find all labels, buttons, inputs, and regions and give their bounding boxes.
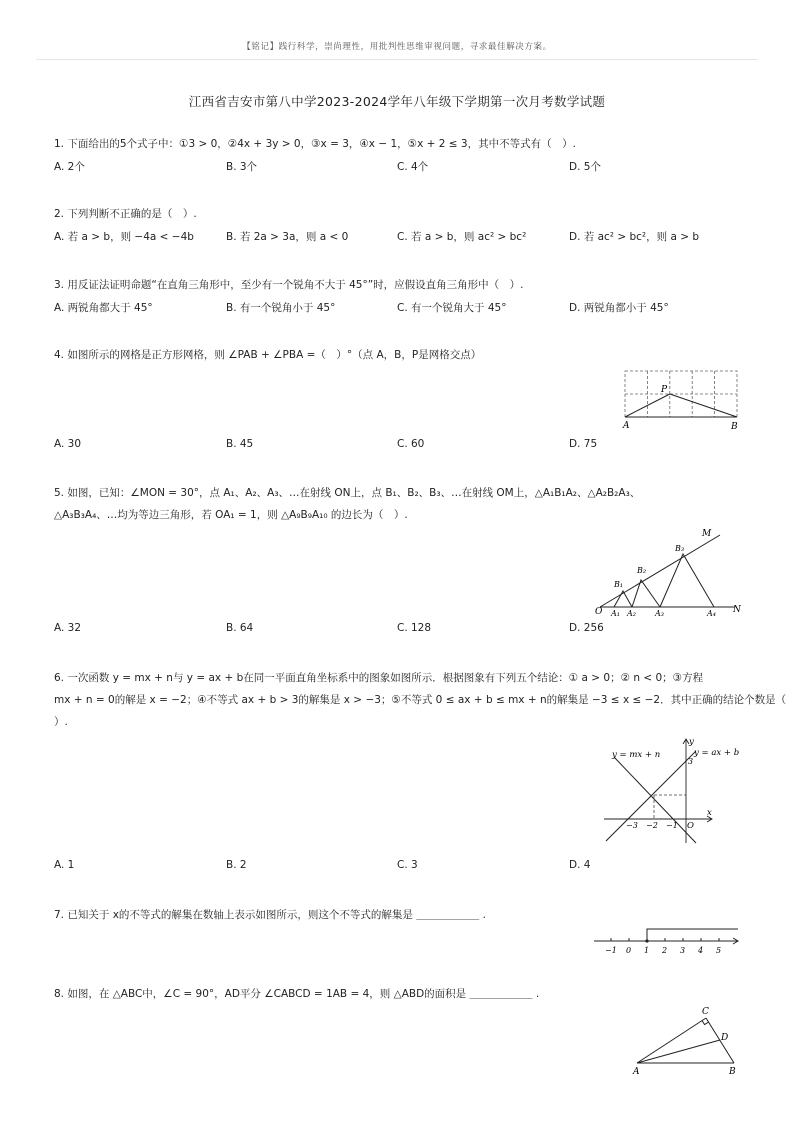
label-o: O [595, 607, 603, 617]
tick-label-neg2: −2 [646, 821, 658, 830]
question-8-stem: 8. 如图，在 △ABC中，∠C = 90°，AD平分 ∠CABCD = 1AB = 4，则 △ABD的面积是 ＿＿＿＿＿＿ . [54, 988, 540, 1000]
rays-and-triangles [600, 535, 735, 607]
label-a3: A₃ [655, 609, 664, 618]
question-3-option-a: A. 两锐角都大于 45° [54, 302, 153, 314]
label-origin: O [687, 821, 694, 831]
label-b1: B₁ [614, 580, 624, 589]
question-6-stem-line-1: 6. 一次函数 y = mx + n与 y = ax + b在同一平面直角坐标系中的图象如图所示．根据图象有下列五个结论：① a > 0；② n < 0；③方程 [54, 672, 704, 684]
label-line-mx-n: y = mx + n [612, 750, 661, 760]
triangle-pab [625, 394, 737, 417]
question-3-option-d: D. 两锐角都小于 45° [569, 302, 669, 314]
tick-label-5: 5 [716, 946, 722, 955]
question-5-stem-line-1: 5. 如图，已知：∠MON = 30°，点 A₁、A₂、A₃、…在射线 ON上，点 B₁、B₂、B₃、…在射线 OM上，△A₁B₁A₂、△A₂B₂A₃、 [54, 487, 641, 499]
question-5-option-c: C. 128 [397, 622, 432, 634]
tick-label-0: 0 [626, 946, 632, 955]
label-d: D [721, 1033, 729, 1043]
tick-label-4: 4 [698, 946, 704, 955]
question-5-option-b: B. 64 [226, 622, 254, 634]
tick-label-1: 1 [644, 946, 650, 955]
question-3-stem: 3. 用反证法证明命题“在直角三角形中，至少有一个锐角不大于 45°”时，应假设直角三角形中（ ）. [54, 279, 524, 291]
header-motto: 【铭记】践行科学，崇尚理性，用批判性思维审视问题，寻求最佳解决方案。 [242, 42, 552, 52]
label-b: B [731, 422, 738, 432]
question-4-option-b: B. 45 [226, 438, 254, 450]
label-b2: B₂ [637, 566, 647, 575]
question-4-option-c: C. 60 [397, 438, 425, 450]
question-2-option-b: B. 若 2a > 3a，则 a < 0 [226, 231, 349, 243]
tick-label-neg1: −1 [605, 946, 617, 955]
question-1-stem: 1. 下面给出的5个式子中：①3 > 0，②4x + 3y > 0，③x = 3，④x − 1，⑤x + 2 ≤ 3，其中不等式有（ ）. [54, 138, 576, 150]
question-2-option-c: C. 若 a > b，则 ac² > bc² [397, 231, 527, 243]
question-2-option-a: A. 若 a > b，则 −4a < −4b [54, 231, 194, 243]
label-a1: A₁ [611, 609, 620, 618]
label-a: A [623, 421, 630, 431]
question-1-option-a: A. 2个 [54, 161, 85, 173]
question-6-stem-line-2: mx + n = 0的解是 x = −2；④不等式 ax + b > 3的解集是 x > −3；⑤不等式 0 ≤ ax + b ≤ mx + n的解集是 −3 ≤ x ≤ −2．其中正确的结论个数是（ [54, 694, 787, 706]
label-m: M [702, 529, 712, 539]
question-4-option-d: D. 75 [569, 438, 598, 450]
tick-label-3: 3 [680, 946, 686, 955]
label-a2: A₂ [627, 609, 636, 618]
tick-label-neg1: −1 [666, 821, 678, 830]
label-a: A [633, 1067, 640, 1077]
question-5-triangles-figure [592, 524, 744, 618]
question-4-stem: 4. 如图所示的网格是正方形网格，则 ∠PAB + ∠PBA =（ ）°（点 A，B，P是网格交点） [54, 349, 482, 361]
question-5-option-a: A. 32 [54, 622, 82, 634]
question-5-stem-line-2: △A₃B₃A₄、…均为等边三角形，若 OA₁ = 1，则 △A₉B₉A₁₀ 的边长为（ ）. [54, 509, 408, 521]
number-line [594, 929, 738, 944]
question-2-stem: 2. 下列判断不正确的是（ ）. [54, 208, 197, 220]
triangle-abc [637, 1018, 734, 1063]
solution-set-bracket [647, 929, 738, 941]
question-6-option-a: A. 1 [54, 859, 75, 871]
question-4-grid-figure [615, 365, 745, 433]
question-1-option-d: D. 5个 [569, 161, 601, 173]
label-p: P [661, 385, 668, 395]
label-n: N [733, 605, 741, 615]
question-7-number-line-figure [590, 922, 742, 958]
question-1-option-c: C. 4个 [397, 161, 429, 173]
header-divider [36, 59, 758, 60]
label-y-intercept-3: 3 [688, 757, 694, 766]
question-6-option-c: C. 3 [397, 859, 418, 871]
bisector-ad [637, 1040, 720, 1063]
question-7-stem: 7. 已知关于 x的不等式的解集在数轴上表示如图所示，则这个不等式的解集是 ＿＿＿＿＿＿ . [54, 909, 486, 921]
label-c: C [702, 1007, 709, 1017]
question-3-option-c: C. 有一个锐角大于 45° [397, 302, 507, 314]
question-3-option-b: B. 有一个锐角小于 45° [226, 302, 336, 314]
question-8-triangle-figure [628, 1002, 743, 1078]
question-6-option-b: B. 2 [226, 859, 247, 871]
label-y-axis: y [689, 737, 694, 747]
tick-label-2: 2 [662, 946, 668, 955]
label-x-axis: x [707, 808, 712, 818]
label-b: B [729, 1067, 736, 1077]
grid-lines [625, 371, 737, 417]
question-6-stem-line-3: ）. [54, 716, 68, 728]
question-2-option-d: D. 若 ac² > bc²，则 a > b [569, 231, 700, 243]
question-4-option-a: A. 30 [54, 438, 82, 450]
label-a4: A₄ [707, 609, 716, 618]
question-6-option-d: D. 4 [569, 859, 591, 871]
tick-label-neg3: −3 [626, 821, 638, 830]
question-5-option-d: D. 256 [569, 622, 604, 634]
question-1-option-b: B. 3个 [226, 161, 258, 173]
label-b3: B₃ [675, 544, 685, 553]
page-title: 江西省吉安市第八中学2023-2024学年八年级下学期第一次月考数学试题 [188, 94, 606, 109]
question-6-coordinate-figure [600, 733, 745, 848]
solid-endpoint-dot [645, 939, 648, 942]
label-line-ax-b: y = ax + b [694, 748, 740, 758]
